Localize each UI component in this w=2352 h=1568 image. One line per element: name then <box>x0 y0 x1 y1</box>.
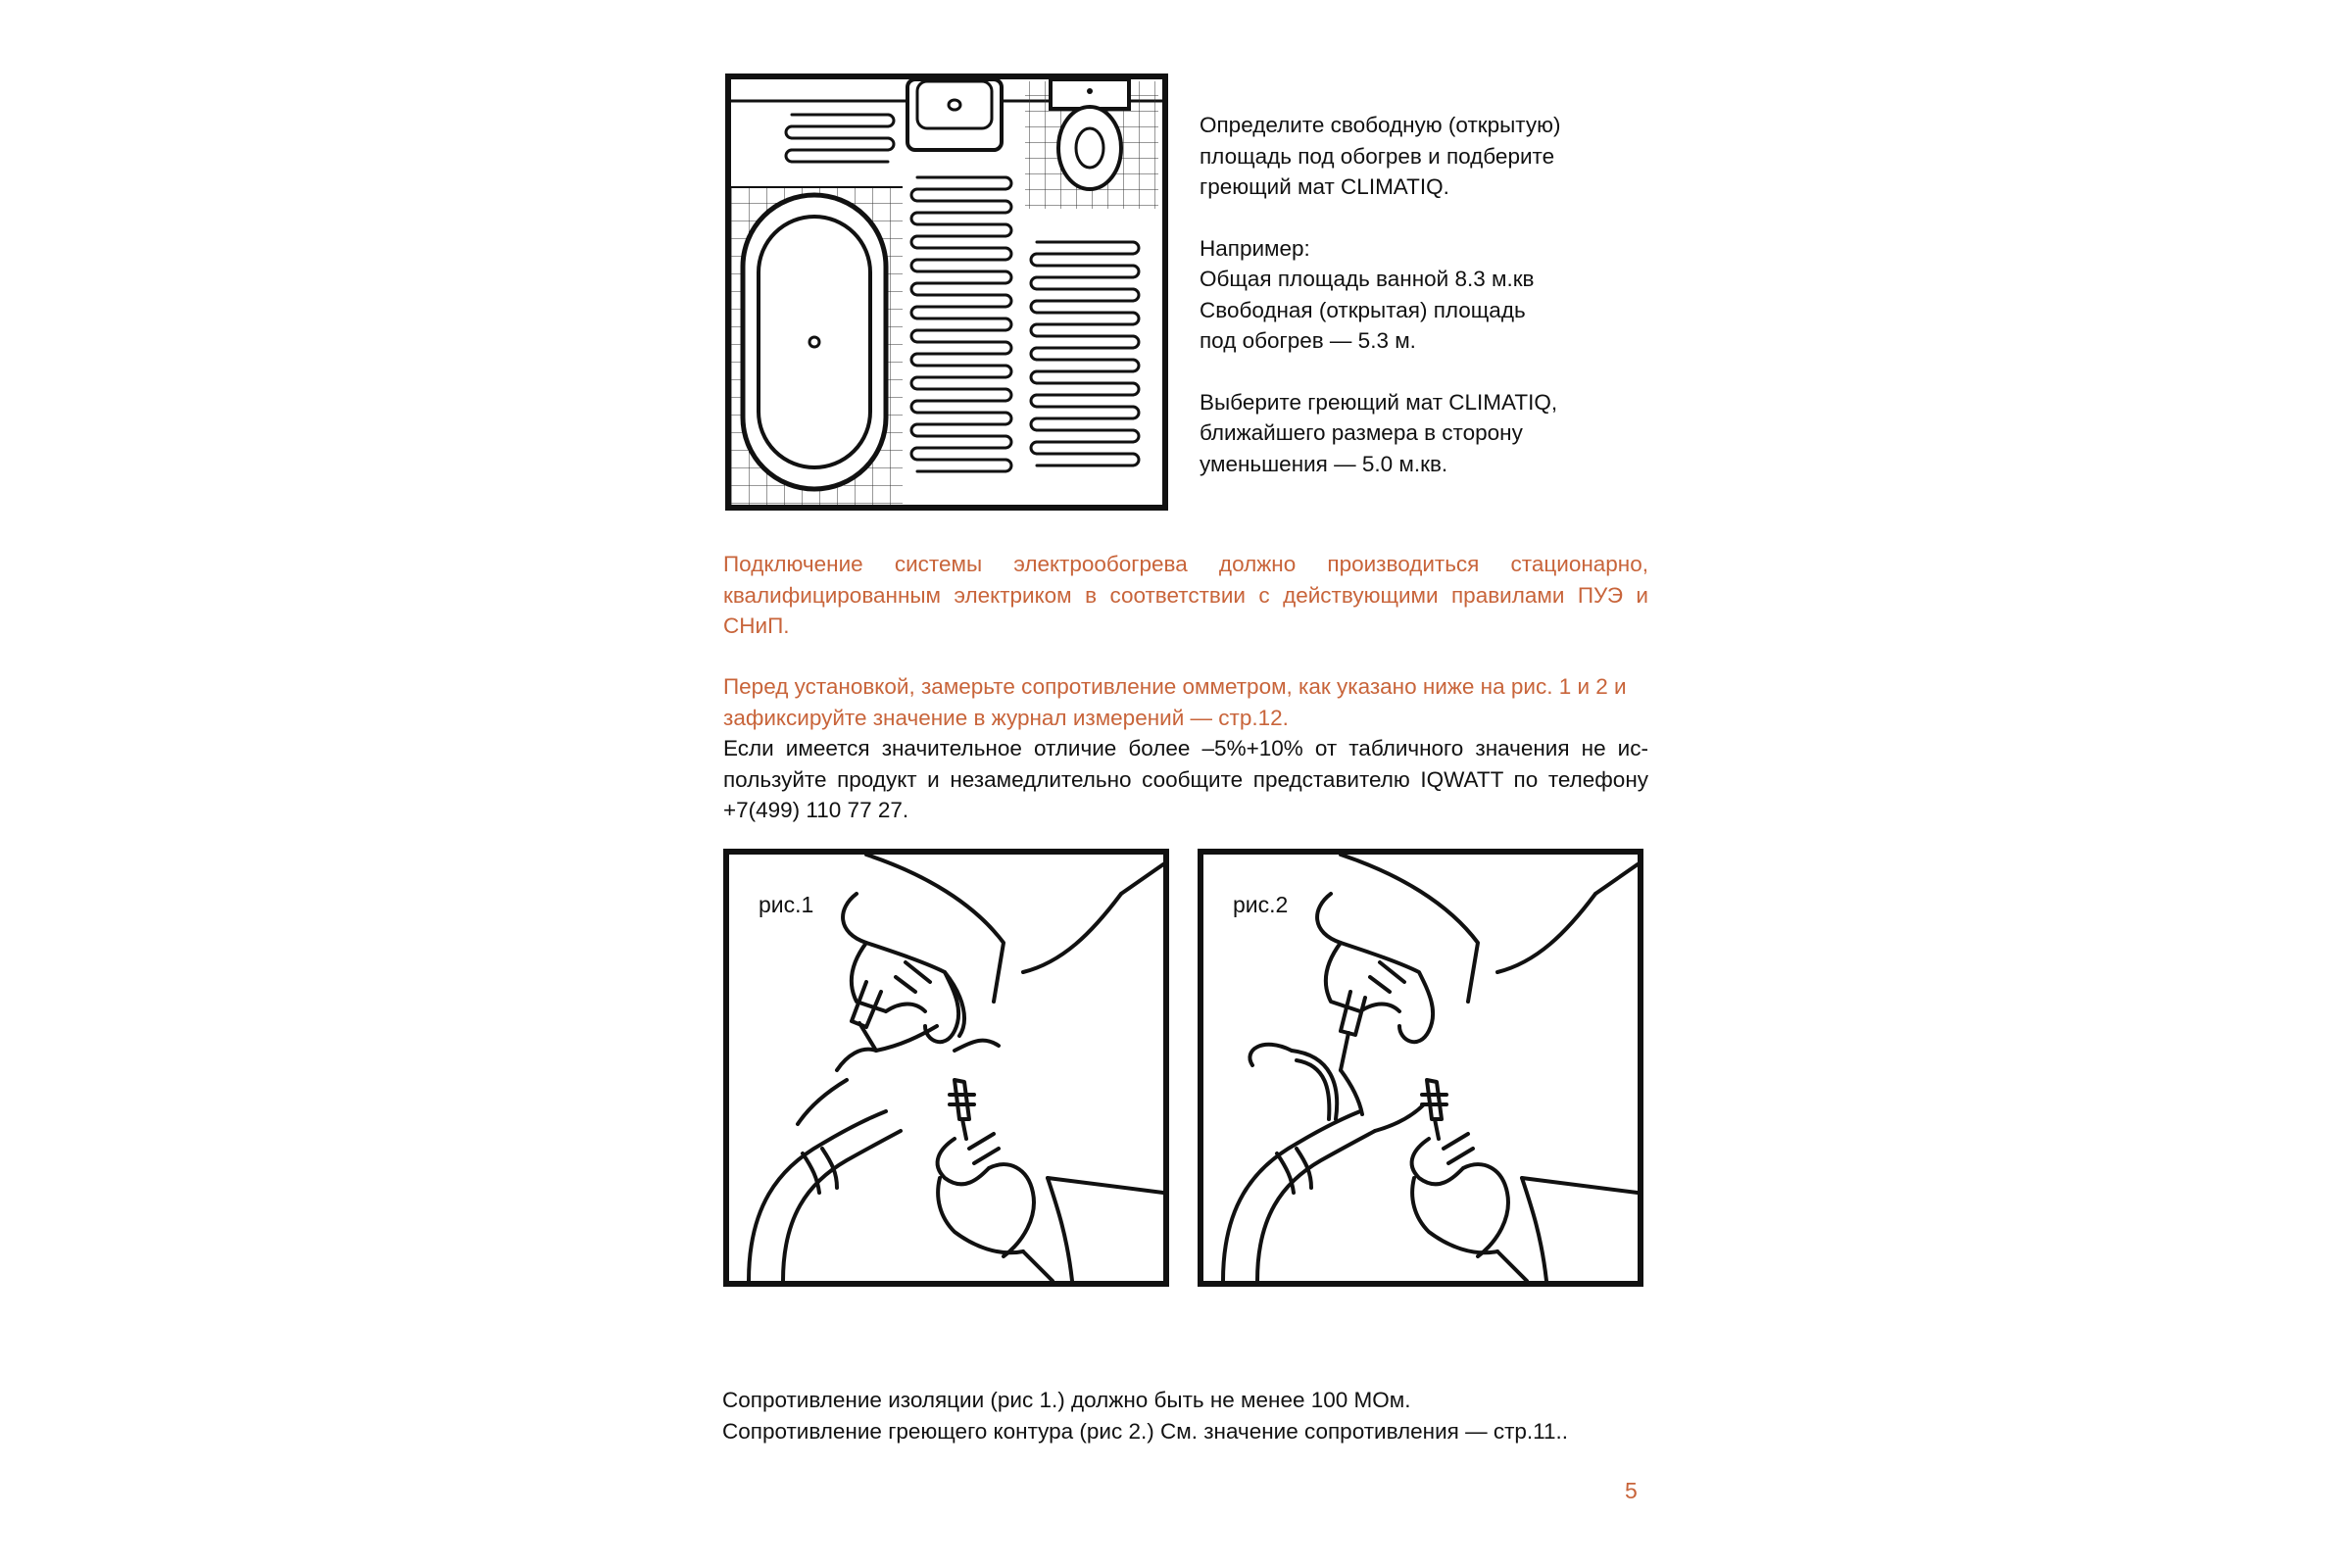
figure-1-label: рис.1 <box>759 892 814 917</box>
connection-warning: Подключение системы электрообогрева должно производиться стационарно, квалифицированным электриком в соответствии с действующими правилами ПУЭ и СНиП. <box>723 552 1648 638</box>
figure-1-drawing <box>729 855 1163 1281</box>
floorplan-drawing <box>731 79 1162 505</box>
figure-2-illustration <box>1198 849 1643 1287</box>
intro-paragraph-choose: Выберите греющий мат CLIMATIQ, ближайшего размера в сторону уменьшения — 5.0 м.кв. <box>1200 389 1558 476</box>
page-number: 5 <box>1625 1478 1638 1503</box>
measure-instruction: Перед установкой, замерьте сопротивление омметром, как указано ниже на рис. 1 и 2 и зафиксируйте значение в журнал измерений — стр.12. <box>723 674 1627 730</box>
resistance-notes <box>722 1385 1663 1446</box>
bathroom-floorplan-illustration <box>725 74 1168 511</box>
figure-2-drawing <box>1203 855 1638 1281</box>
intro-paragraph-1: Определите свободную (открытую) площадь под обогрев и подберите греющий мат CLIMATIQ. <box>1200 113 1561 199</box>
figure-2-label: рис.2 <box>1233 892 1289 917</box>
intro-paragraph-example: Например: Общая площадь ванной 8.3 м.кв Свободная (открытая) площадь под обогрев — 5.3 м. <box>1200 235 1535 353</box>
heating-circuit-resistance-note: Сопротивление греющего контура (рис 2.) См. значение сопротивления — стр.11.. <box>722 1418 1569 1444</box>
insulation-resistance-note: Сопротивление изоляции (рис 1.) должно быть не менее 100 МОм. <box>722 1388 1411 1412</box>
figure-1-illustration <box>723 849 1169 1287</box>
deviation-note: Если имеется значительное отличие более –5%+10% от табличного значения не используйте продукт и незамедлительно сообщите представителю IQWATT по телефону +7(499) 110 77 27. <box>723 736 1648 822</box>
intro-text <box>1200 110 1690 510</box>
